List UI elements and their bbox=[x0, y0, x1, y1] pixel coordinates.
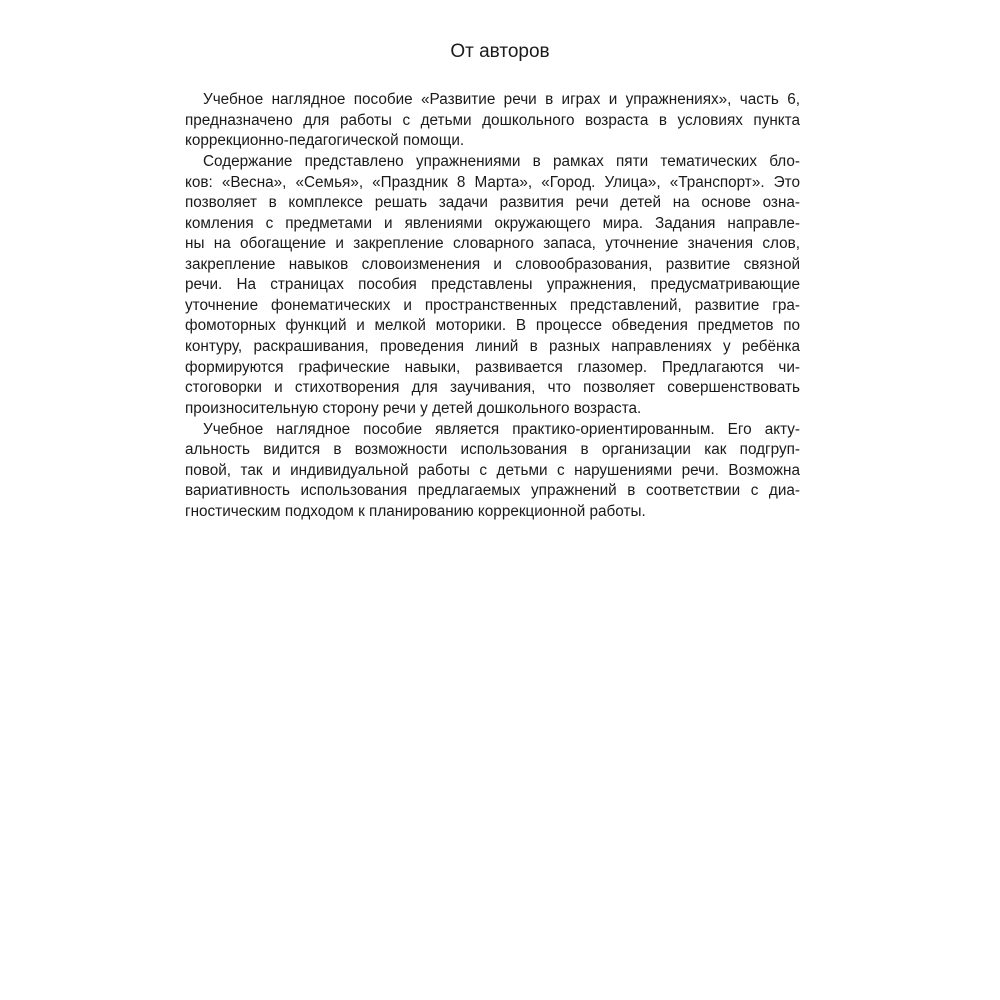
paragraph-line: альность видится в возможности использования в организации как подгруп- bbox=[185, 441, 800, 458]
paragraph-line: вариативность использования предлагаемых упражнений в соответствии с диа- bbox=[185, 482, 800, 499]
paragraph-line: формируются графические навыки, развивается глазомер. Предлагаются чи- bbox=[185, 359, 800, 376]
paragraph-line: фомоторных функций и мелкой моторики. В процессе обведения предметов по bbox=[185, 317, 800, 334]
paragraph-line: уточнение фонематических и пространственных представлений, развитие гра- bbox=[185, 297, 800, 314]
paragraph-line: Содержание представлено упражнениями в рамках пяти тематических бло- bbox=[203, 153, 800, 170]
paragraph-line: произносительную сторону речи у детей дошкольного возраста. bbox=[185, 400, 642, 417]
paragraph-line: позволяет в комплексе решать задачи развития речи детей на основе озна- bbox=[185, 194, 800, 211]
paragraph-line: Учебное наглядное пособие «Развитие речи в играх и упражнениях», часть 6, bbox=[203, 91, 800, 108]
paragraph-line: ков: «Весна», «Семья», «Праздник 8 Марта», «Город. Улица», «Транспорт». Это bbox=[185, 174, 800, 191]
paragraph-line: коррекционно-педагогической помощи. bbox=[185, 132, 465, 149]
page-title: От авторов bbox=[450, 41, 550, 62]
paragraph-line: Учебное наглядное пособие является практико-ориентированным. Его акту- bbox=[203, 421, 800, 438]
paragraph-line: предназначено для работы с детьми дошкольного возраста в условиях пункта bbox=[185, 112, 800, 129]
paragraph-line: закрепление навыков словоизменения и словообразования, развитие связной bbox=[185, 256, 800, 273]
paragraph-line: повой, так и индивидуальной работы с детьми с нарушениями речи. Возможна bbox=[185, 462, 800, 479]
paragraph-line: речи. На страницах пособия представлены упражнения, предусматривающие bbox=[185, 276, 800, 293]
paragraph-line: гностическим подходом к планированию коррекционной работы. bbox=[185, 503, 646, 520]
paragraph-line: комления с предметами и явлениями окружающего мира. Задания направле- bbox=[185, 215, 800, 232]
paragraph-line: ны на обогащение и закрепление словарного запаса, уточнение значения слов, bbox=[185, 235, 800, 252]
paragraph-line: стоговорки и стихотворения для заучивания, что позволяет совершенствовать bbox=[185, 379, 800, 396]
paragraph-line: контуру, раскрашивания, проведения линий в разных направлениях у ребёнка bbox=[185, 338, 800, 355]
